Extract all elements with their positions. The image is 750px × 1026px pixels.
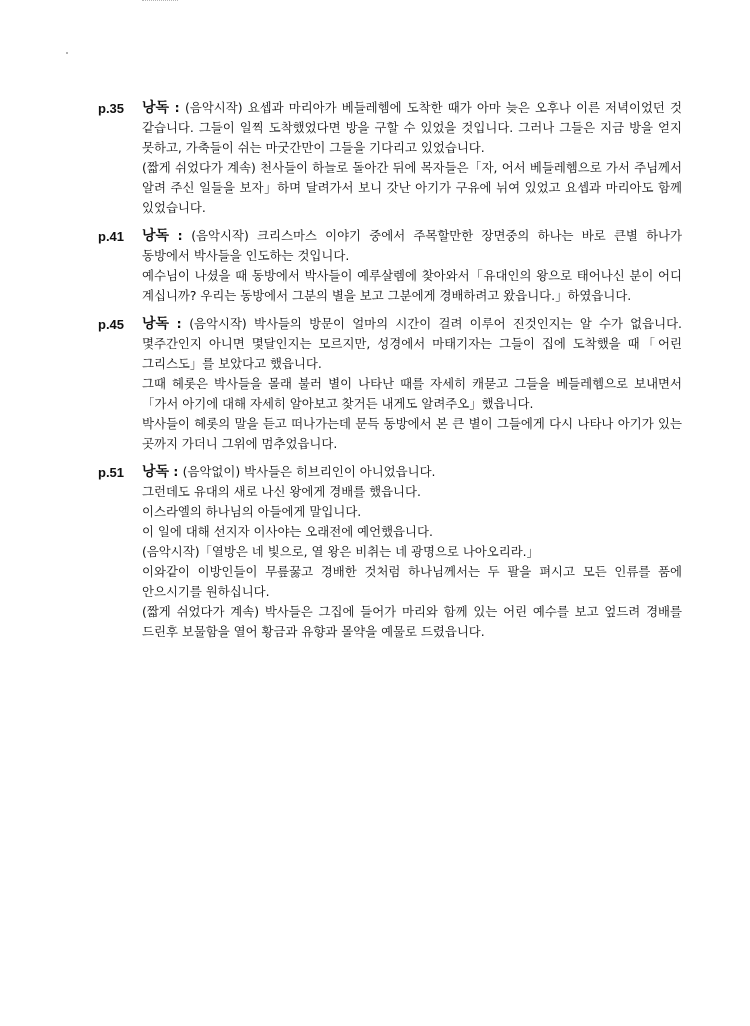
narration-paragraph: 이와같이 이방인들이 무릎꿇고 경배한 것처럼 하나님께서는 두 팔을 펴시고 모든 인류를 품에 안으시기를 원하십니다. [142, 564, 682, 599]
narration-paragraph: 그런데도 유대의 새로 나신 왕에게 경배를 했읍니다. [142, 484, 421, 499]
speaker-colon: : [169, 100, 186, 115]
speaker-label: 낭독 [142, 100, 170, 116]
entry-body [142, 226, 682, 306]
narration-paragraph: 이 일에 대해 선지자 이사야는 오래전에 예언했읍니다. [142, 524, 433, 539]
speaker-colon: : [169, 316, 190, 331]
narration-paragraph: (짧게 쉬었다가 계속) 박사들은 그집에 들어가 마리와 함께 있는 어린 예수를 보고 엎드려 경배를 드린후 보물함을 열어 황금과 유향과 몰약을 예물로 드렸읍니다. [142, 604, 682, 639]
entry-first-paragraph [142, 314, 682, 374]
narration-paragraph: (짧게 쉬었다가 계속) 천사들이 하늘로 돌아간 뒤에 목자들은「자, 어서 베들레헴으로 가서 주님께서 알려 주신 일들을 보자」하며 달려가서 보니 갓난 아기가 구유에 뉘여 있었고 요셉과 마리아도 함께 있었습니다. [142, 160, 682, 215]
page-number: p.41 [98, 229, 125, 244]
entry-first-paragraph [142, 462, 682, 482]
script-entry [0, 98, 750, 218]
narration-paragraph: 그때 헤롯은 박사들을 몰래 불러 별이 나타난 때를 자세히 캐묻고 그들을 베들레헴으로 보내면서「가서 아기에 대해 자세히 알아보고 찾거든 내게도 알려주오」했읍니다. [142, 376, 682, 411]
script-entry [0, 314, 750, 454]
narration-paragraph: 박사들이 헤롯의 말을 듣고 떠나가는데 문득 동방에서 본 큰 별이 그들에게 다시 나타나 아기가 있는 곳까지 가더니 그위에 멈추었읍니다. [142, 416, 682, 451]
script-entry [0, 462, 750, 642]
page-number: p.51 [98, 465, 125, 480]
entry-body [142, 462, 682, 642]
speaker-colon: : [169, 464, 183, 479]
page-number: p.35 [98, 101, 125, 116]
speaker-colon: : [169, 228, 192, 243]
speaker-label: 낭독 [142, 228, 170, 244]
narration-text: (음악시작) 요셉과 마리아가 베들레헴에 도착한 때가 아마 늦은 오후나 이른 저녁이었던 것 같습니다. 그들이 일찍 도착했었다면 방을 구할 수 있었을 것입니다. 그러나 그들은 지금 방을 얻지 못하고, 가축들이 쉬는 마굿간만이 그들을 기다리고 있었습니다. [142, 100, 682, 155]
narration-text: (음악시작) 크리스마스 이야기 중에서 주목할만한 장면중의 하나는 바로 큰별 하나가 동방에서 박사들을 인도하는 것입니다. [142, 228, 682, 263]
speaker-label: 낭독 [142, 464, 170, 480]
narration-text: (음악시작) 박사들의 방문이 얼마의 시간이 걸려 이루어 진것인지는 알 수가 없읍니다. 몇주간인지 아니면 몇달인지는 모르지만, 성경에서 마태기자는 그들이 집에 도착했을 때「어린 그리스도」를 보았다고 했읍니다. [142, 316, 682, 371]
entry-body [142, 98, 682, 218]
entry-first-paragraph [142, 98, 682, 158]
script-entry [0, 226, 750, 306]
page-number: p.45 [98, 317, 125, 332]
script-entries [0, 98, 750, 650]
entry-first-paragraph [142, 226, 682, 266]
narration-paragraph: 이스라엘의 하나님의 아들에게 말입니다. [142, 504, 362, 519]
entry-body [142, 314, 682, 454]
speaker-label: 낭독 [142, 316, 170, 332]
scan-artifact-top [142, 0, 178, 5]
scan-artifact-dot [66, 52, 68, 54]
narration-text: (음악없이) 박사들은 히브리인이 아니었읍니다. [182, 464, 436, 479]
narration-paragraph: 예수님이 나셨을 때 동방에서 박사들이 예루살렘에 찾아와서「유대인의 왕으로 태어나신 분이 어디 계십니까? 우리는 동방에서 그분의 별을 보고 그분에게 경배하려고 왔읍니다.」하였읍니다. [142, 268, 682, 303]
narration-paragraph: (음악시작)「열방은 네 빛으로, 열 왕은 비취는 네 광명으로 나아오리라.」 [142, 544, 540, 559]
